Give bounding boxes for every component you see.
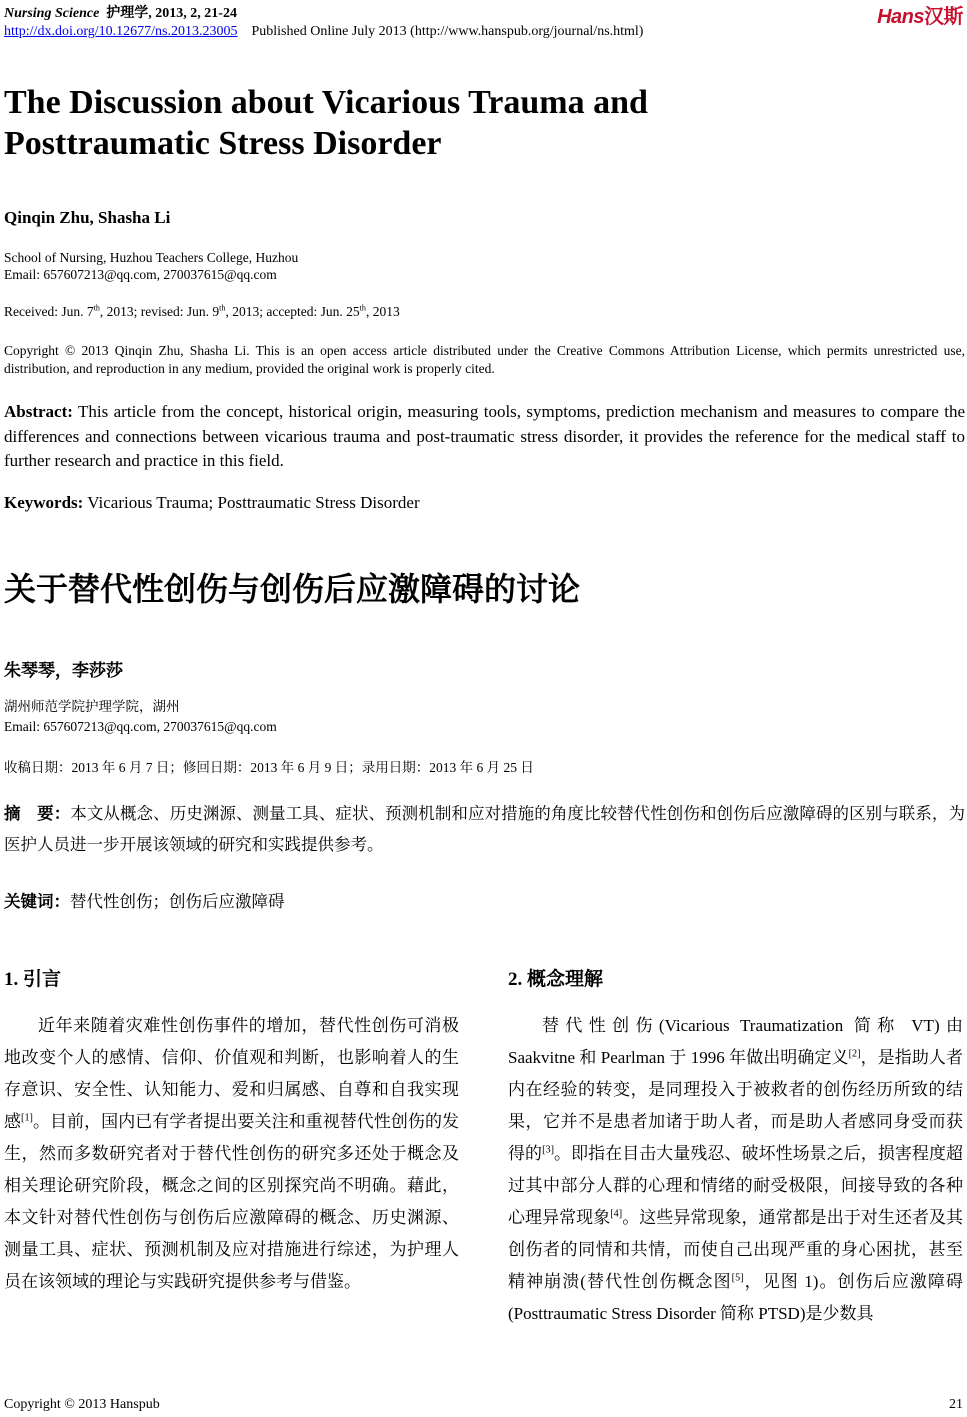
logo-text-en: Hans	[877, 6, 924, 28]
section-2-heading: 2. 概念理解	[508, 969, 604, 990]
keywords-label: Keywords:	[4, 493, 84, 512]
sup-th: th	[359, 303, 366, 313]
section-1-paragraph	[4, 1010, 459, 1298]
affiliation-en	[4, 249, 298, 283]
section-2-paragraph	[508, 1010, 963, 1330]
doi-link[interactable]: http://dx.doi.org/10.12677/ns.2013.23005	[4, 24, 238, 39]
keywords-cn-label: 关键词：	[4, 892, 70, 911]
sup-th: th	[93, 303, 100, 313]
paper-title-cn: 关于替代性创伤与创伤后应激障碍的讨论	[4, 570, 581, 608]
title-line-1: The Discussion about Vicarious Trauma and	[4, 84, 648, 121]
abstract-cn-text: 本文从概念、历史渊源、测量工具、症状、预测机制和应对措施的角度比较替代性创伤和创伤后应激障碍的区别与联系，为医护人员进一步开展该领域的研究和实践提供参考。	[4, 804, 966, 854]
page-number: 21	[949, 1397, 963, 1412]
hans-logo	[877, 0, 963, 29]
affiliation-text: School of Nursing, Huzhou Teachers College, Huzhou	[4, 250, 299, 265]
abstract-label: Abstract:	[4, 402, 73, 421]
keywords-cn-text: 替代性创伤；创伤后应激障碍	[70, 892, 285, 911]
citation-3: [3]	[542, 1144, 554, 1156]
citation-5: [5]	[731, 1272, 744, 1284]
abstract-en	[4, 400, 965, 474]
email-en: Email: 657607213@qq.com, 270037615@qq.com	[4, 267, 277, 282]
citation-2: [2]	[848, 1048, 861, 1060]
column-left	[4, 1010, 459, 1298]
doi-line	[4, 24, 643, 40]
section-1-heading: 1. 引言	[4, 969, 62, 990]
affiliation-cn	[4, 697, 277, 737]
title-line-2: Posttraumatic Stress Disorder	[4, 125, 442, 162]
journal-header	[4, 2, 237, 22]
journal-name: Nursing Science	[4, 6, 100, 21]
authors-cn: 朱琴琴，李莎莎	[4, 661, 123, 681]
revised-date: , 2013; revised: Jun. 9	[99, 304, 220, 319]
citation-4: [4]	[610, 1208, 623, 1220]
footer-copyright: Copyright © 2013 Hanspub	[4, 1397, 160, 1412]
s2-text-4: 。这些异常现象，通常都是出于对生还者及其创伤者的同情和共情，而使自己出现严重的身心困扰，甚至精神崩溃(替代性创伤概念图	[508, 1208, 964, 1291]
journal-issue: 护理学, 2013, 2, 21-24	[106, 6, 237, 21]
accepted-year: , 2013	[365, 304, 400, 319]
copyright-notice: Copyright © 2013 Qinqin Zhu, Shasha Li. This is an open access article distributed under the Creative Commons Attribution License, which permits unrestricted use, distribution, and reproduction in any medium, provided the original work is properly cited.	[4, 343, 965, 376]
s2-text-2: ，是指助人者内在经验的转变，是同理投入于被救者的创伤经历所致的结果，它并不是患者加诸于助人者，而是助人者感同身受而获得的	[508, 1048, 963, 1163]
keywords-text: Vicarious Trauma; Posttraumatic Stress Disorder	[87, 493, 420, 512]
column-right	[508, 1010, 963, 1330]
paper-title-en	[4, 82, 954, 164]
s2-text-3: 。即指在目击大量残忍、破坏性场景之后，损害程度超过其中部分人群的心理和情绪的耐受极限，间接导致的各种心理异常现象	[508, 1144, 964, 1227]
received-dates	[4, 304, 400, 320]
s2-text-1: 替代性创伤(Vicarious Traumatization 简称 VT)由 Saakvitne 和 Pearlman 于 1996 年做出明确定义	[508, 1016, 963, 1067]
keywords-cn	[4, 888, 285, 912]
affiliation-cn-text: 湖州师范学院护理学院，湖州	[4, 699, 180, 714]
sup-th: th	[219, 303, 226, 313]
accepted-date: , 2013; accepted: Jun. 25	[225, 304, 360, 319]
keywords-en	[4, 493, 420, 513]
received-date: Received: Jun. 7	[4, 304, 94, 319]
abstract-cn	[4, 798, 965, 860]
email-cn: Email: 657607213@qq.com, 270037615@qq.com	[4, 719, 277, 734]
authors-en: Qinqin Zhu, Shasha Li	[4, 208, 171, 227]
s2-text-5: ，见图 1)。创伤后应激障碍(Posttraumatic Stress Disorder 简称 PTSD)是少数具	[508, 1272, 963, 1323]
published-online: Published Online July 2013 (http://www.hanspub.org/journal/ns.html)	[251, 24, 644, 39]
logo-text-cn: 汉斯	[924, 6, 963, 28]
citation-1: [1]	[21, 1112, 33, 1124]
received-dates-cn: 收稿日期：2013 年 6 月 7 日；修回日期：2013 年 6 月 9 日；录用日期：2013 年 6 月 25 日	[4, 760, 534, 775]
abstract-text: This article from the concept, historical origin, measuring tools, symptoms, prediction mechanism and measures to compare the differences and connections between vicarious trauma and post-traumatic stress disorder, it provides the reference for the medical staff to further research and practice in this field.	[4, 402, 965, 470]
s1-text-2: 。目前，国内已有学者提出要关注和重视替代性创伤的发生，然而多数研究者对于替代性创伤的研究多还处于概念及相关理论研究阶段，概念之间的区别探究尚不明确。藉此，本文针对替代性创伤与创伤后应激障碍的概念、历史渊源、测量工具、症状、预测机制及应对措施进行综述，为护理人员在该领域的理论与实践研究提供参考与借鉴。	[4, 1112, 460, 1291]
abstract-cn-label: 摘 要：	[4, 804, 71, 823]
s1-text-1: 近年来随着灾难性创伤事件的增加，替代性创伤可消极地改变个人的感情、信仰、价值观和判断，也影响着人的生存意识、安全性、认知能力、爱和归属感、自尊和自我实现感	[4, 1016, 459, 1131]
